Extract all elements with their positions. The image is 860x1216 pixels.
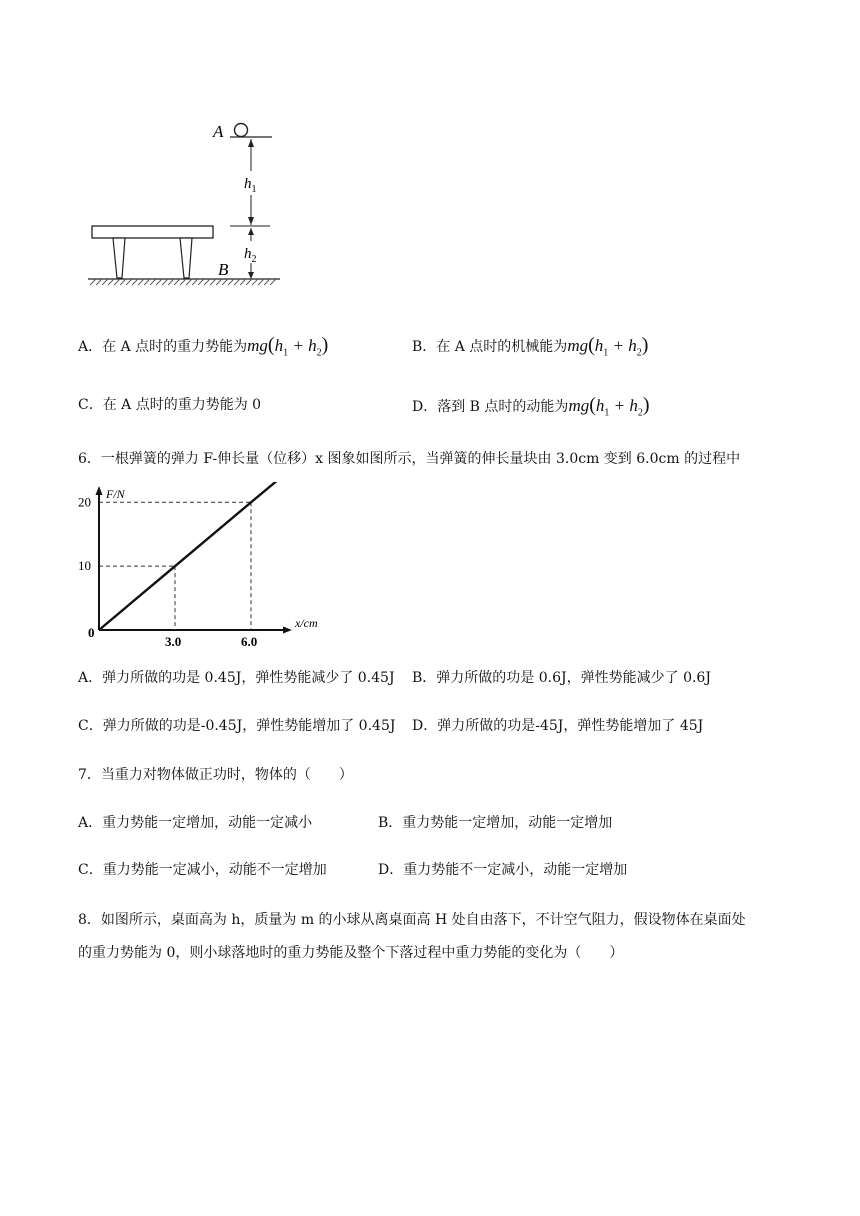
q5-option-b[interactable] [412,335,648,363]
y-tick-label: 10 [78,558,91,574]
option-text: 落到 B 点时的动能为 [437,399,569,415]
h2-arrow-up [248,228,254,235]
q7-option-c[interactable]: C．重力势能一定减小，动能不一定增加 [78,862,327,878]
table-leg-left [113,238,125,278]
y-axis-label: F/N [106,487,125,501]
option-text: 在 A 点时的机械能为 [436,339,568,355]
q8-stem-line2: 的重力势能为 0，则小球落地时的重力势能及整个下落过程中重力势能的变化为（ ） [78,945,624,961]
x-tick-label: 6.0 [241,634,258,649]
ball [235,124,248,137]
option-letter: C． [78,397,103,413]
formula: $mg(h_1 + h_2)$ [568,394,650,419]
table-top [92,226,213,238]
formula: $mg(h_1 + h_2)$ [247,334,329,359]
x-tick-label: 3.0 [165,634,182,649]
option-letter: A． [78,339,103,355]
q6-option-a[interactable]: A．弹力所做的功是 0.45J，弹性势能减少了 0.45J [78,670,395,686]
formula: $mg(h_1 + h_2)$ [567,334,649,359]
point-b-label: B [218,260,229,279]
h1-arrow-up [248,139,254,147]
option-text: 在 A 点时的重力势能为 0 [102,397,262,413]
force-line [99,482,276,630]
q7-option-b[interactable]: B．重力势能一定增加，动能一定增加 [378,815,613,831]
q5-option-a[interactable] [78,335,328,363]
q5-option-c[interactable] [78,395,261,415]
y-tick-label: 20 [78,494,91,510]
q6-stem: 6．一根弹簧的弹力 F-伸长量（位移）x 图象如图所示，当弹簧的伸长量块由 3.0cm 变到 6.0cm 的过程中 [78,451,741,467]
q7-stem: 7．当重力对物体做正功时，物体的（ ） [78,767,353,783]
h2-arrow-down [248,272,254,279]
origin-label: 0 [88,625,95,640]
x-axis-arrow [283,627,292,634]
q8-stem-line1: 8．如图所示，桌面高为 h，质量为 m 的小球从离桌面高 H 处自由落下，不计空气阻力，假设物体在桌面处 [78,912,746,928]
figure-ball-table [80,115,295,295]
q7-option-a[interactable]: A．重力势能一定增加，动能一定减小 [78,815,313,831]
y-axis-arrow [96,486,103,495]
point-a-label: A [213,122,224,141]
q7-option-d[interactable]: D．重力势能不一定减小，动能一定增加 [378,862,628,878]
force-extension-chart [78,482,338,650]
h2-label: $h_2$ [244,246,257,265]
q5-option-d[interactable] [412,395,650,423]
q6-option-c[interactable]: C．弹力所做的功是-0.45J，弹性势能增加了 0.45J [78,718,396,734]
option-letter: D． [412,399,438,415]
h1-arrow-down [248,217,254,225]
x-axis-label: x/cm [295,616,318,630]
q6-option-b[interactable]: B．弹力所做的功是 0.6J，弹性势能减少了 0.6J [412,670,711,686]
table-leg-right [180,238,192,278]
option-text: 在 A 点时的重力势能为 [102,339,248,355]
q6-option-d[interactable]: D．弹力所做的功是-45J，弹性势能增加了 45J [412,718,704,734]
h1-label: $h_1$ [244,176,257,195]
option-letter: B． [412,339,437,355]
ground-hatching [90,279,276,285]
